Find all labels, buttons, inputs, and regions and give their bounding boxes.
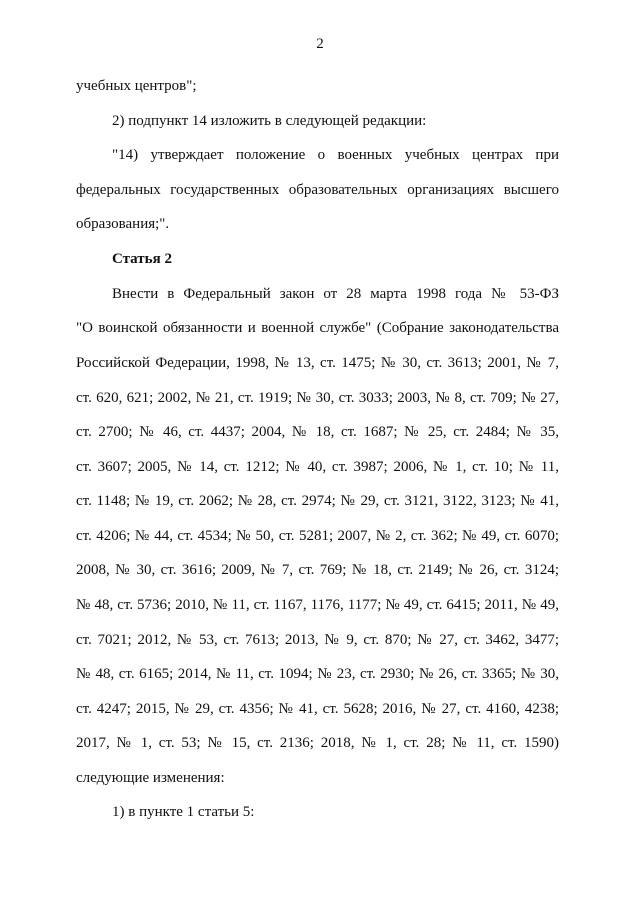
- text-line: ст. 620, 621; 2002, № 21, ст. 1919; № 30, ст. 3033; 2003, № 8, ст. 709; № 27,: [76, 390, 559, 406]
- text-line: № 48, ст. 6165; 2014, № 11, ст. 1094; № 23, ст. 2930; № 26, ст. 3365; № 30,: [76, 666, 559, 682]
- text-line: № 48, ст. 5736; 2010, № 11, ст. 1167, 1176, 1177; № 49, ст. 6415; 2011, № 49,: [76, 597, 559, 613]
- text-line: "14) утверждает положение о военных учебных центрах при: [112, 147, 559, 163]
- text-line: 1) в пункте 1 статьи 5:: [112, 804, 255, 820]
- article-heading: Статья 2: [112, 251, 172, 267]
- text-line: Внести в Федеральный закон от 28 марта 1998 года № 53-ФЗ: [112, 286, 559, 302]
- text-line: Российской Федерации, 1998, № 13, ст. 1475; № 30, ст. 3613; 2001, № 7,: [76, 355, 559, 371]
- page-number: 2: [316, 36, 324, 52]
- text-line: ст. 7021; 2012, № 53, ст. 7613; 2013, № 9, ст. 870; № 27, ст. 3462, 3477;: [76, 632, 559, 648]
- text-line: следующие изменения:: [76, 770, 225, 786]
- text-line: 2017, № 1, ст. 53; № 15, ст. 2136; 2018, № 1, ст. 28; № 11, ст. 1590): [76, 735, 559, 751]
- text-line: "О воинской обязанности и военной службе" (Собрание законодательства: [76, 320, 559, 336]
- text-line: ст. 4247; 2015, № 29, ст. 4356; № 41, ст. 5628; 2016, № 27, ст. 4160, 4238;: [76, 701, 559, 717]
- text-line: ст. 1148; № 19, ст. 2062; № 28, ст. 2974; № 29, ст. 3121, 3122, 3123; № 41,: [76, 493, 559, 509]
- text-line: 2008, № 30, ст. 3616; 2009, № 7, ст. 769; № 18, ст. 2149; № 26, ст. 3124;: [76, 562, 559, 578]
- text-line: ст. 2700; № 46, ст. 4437; 2004, № 18, ст. 1687; № 25, ст. 2484; № 35,: [76, 424, 559, 440]
- text-line: федеральных государственных образовательных организациях высшего: [76, 182, 559, 198]
- text-line: учебных центров";: [76, 78, 197, 94]
- text-line: образования;".: [76, 216, 170, 232]
- text-line: ст. 3607; 2005, № 14, ст. 1212; № 40, ст. 3987; 2006, № 1, ст. 10; № 11,: [76, 459, 559, 475]
- text-line: ст. 4206; № 44, ст. 4534; № 50, ст. 5281; 2007, № 2, ст. 362; № 49, ст. 6070;: [76, 528, 559, 544]
- text-line: 2) подпункт 14 изложить в следующей редакции:: [112, 113, 427, 129]
